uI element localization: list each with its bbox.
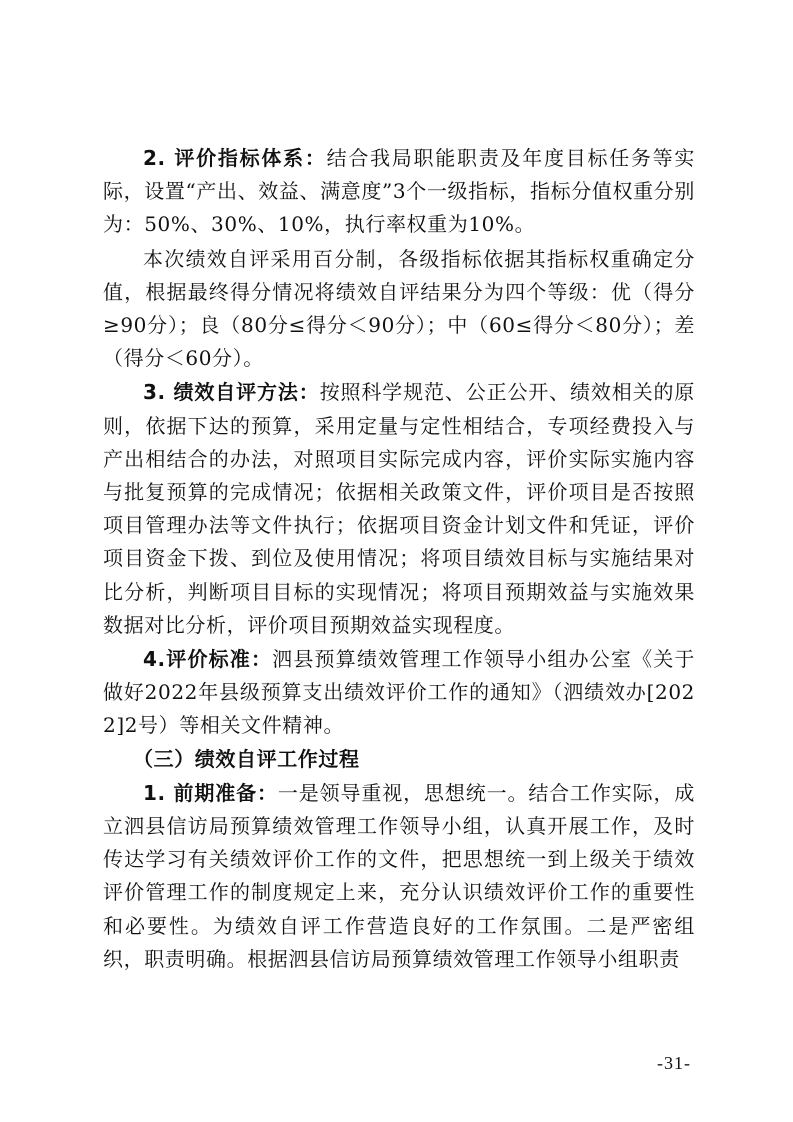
paragraph-scoring-grades bbox=[103, 243, 695, 376]
paragraph-lead: 3. 绩效自评方法： bbox=[143, 380, 320, 405]
paragraph-text: 本次绩效自评采用百分制，各级指标依据其指标权重确定分值，根据最终得分情况将绩效自评结果分为四个等级：优（得分≥90分）；良（80分≤得分＜90分）；中（60≤得分＜80分）；差（得分＜60分）。 bbox=[103, 246, 695, 371]
paragraph-lead: 2. 评价指标体系： bbox=[143, 146, 327, 170]
paragraph-text: 一是领导重视，思想统一。结合工作实际，成立泗县信访局预算绩效管理工作领导小组，认真开展工作，及时传达学习有关绩效评价工作的文件，把思想统一到上级关于绩效评价管理工作的制度规定上来，充分认识绩效评价工作的重要性和必要性。为绩效自评工作营造良好的工作氛围。二是严密组织，职责明确。根据泗县信访局预算绩效管理工作领导小组职责 bbox=[103, 780, 695, 971]
paragraph-lead: 4.评价标准： bbox=[143, 647, 273, 672]
page-number: -31- bbox=[657, 1053, 691, 1073]
paragraph-text: 泗县预算绩效管理工作领导小组办公室《关于做好2022年县级预算支出绩效评价工作的通知》（泗绩效办[2022]2号）等相关文件精神。 bbox=[103, 647, 696, 738]
paragraph-evaluation-standard bbox=[103, 643, 695, 743]
paragraph-self-evaluation-method bbox=[103, 376, 695, 642]
paragraph-lead: 1. 前期准备： bbox=[143, 780, 278, 805]
paragraph-text: 按照科学规范、公正公开、绩效相关的原则，依据下达的预算，采用定量与定性相结合，专项经费投入与产出相结合的办法，对照项目实际完成内容，评价实际实施内容与批复预算的完成情况；依据相关政策文件，评价项目是否按照项目管理办法等文件执行；依据项目资金计划文件和凭证，评价项目资金下拨、到位及使用情况；将项目绩效目标与实施结果对比分析，判断项目目标的实现情况；将项目预期效益与实施效果数据对比分析，评价项目预期效益实现程度。 bbox=[103, 380, 695, 637]
paragraph-preparation bbox=[103, 777, 695, 976]
paragraph-evaluation-index-system bbox=[103, 142, 695, 242]
document-body bbox=[103, 142, 695, 976]
section-heading: （三）绩效自评工作过程 bbox=[133, 746, 360, 771]
paragraph-text: 结合我局职能职责及年度目标任务等实际，设置“产出、效益、满意度”3个一级指标，指标分值权重分别为：50%、30%、10%，执行率权重为10%。 bbox=[103, 146, 696, 237]
